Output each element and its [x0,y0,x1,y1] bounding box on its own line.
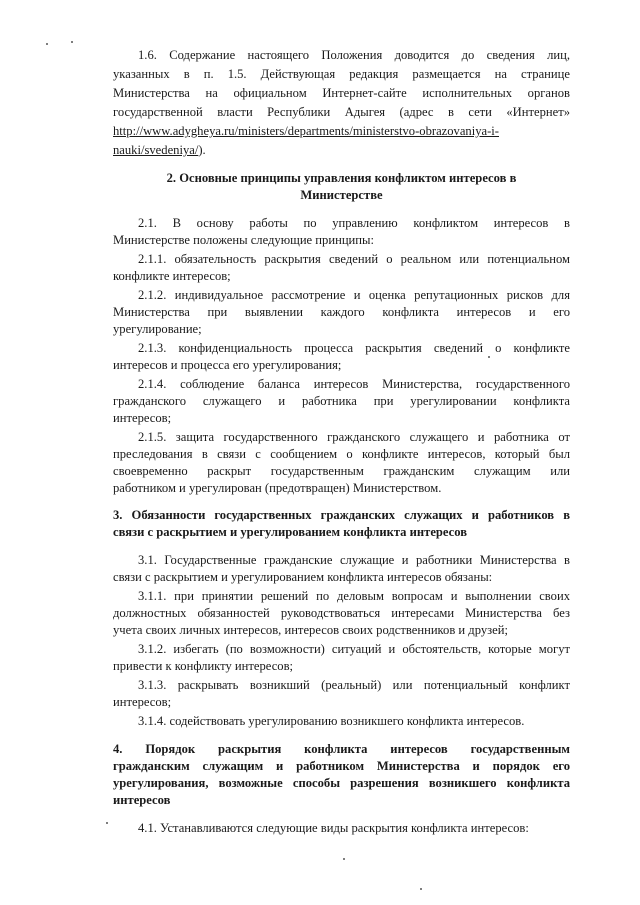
paragraph-line: интересов; [113,411,172,425]
paragraph-line: интересов; [113,695,172,709]
paragraph-line: государственной власти Республики Адыгея (адрес в сети «Интернет» [113,105,570,119]
paragraph-line: преследования в связи с сообщением о конфликте интересов, который был [113,447,570,461]
section-heading-4-cont: урегулирования, возможные способы разрешения возникшего конфликта [113,776,570,790]
paragraph-line: учета своих личных интересов, интересов своих родственников и друзей; [113,623,508,637]
paragraph-line: 3.1.1. при принятии решений по деловым вопросам и выполнении своих [138,589,570,603]
paragraph-line: привести к конфликту интересов; [113,659,294,673]
paragraph-line: nauki/svedeniya/). [113,143,206,157]
paragraph-line: 3.1.3. раскрывать возникший (реальный) или потенциальный конфликт [138,678,570,692]
section-heading-2: 2. Основные принципы управления конфликтом интересов в [166,171,517,185]
url-link-line[interactable]: http://www.adygheya.ru/ministers/departments/ministerstvo-obrazovaniya-i- [113,124,499,138]
paragraph-line: Министерстве положены следующие принципы: [113,233,374,247]
scan-speck [488,356,490,358]
scan-speck [420,888,422,890]
paragraph-line: своевременно раскрыт государственным гражданским служащим или [113,464,570,478]
section-heading-2-cont: Министерстве [300,188,383,202]
paragraph-line: конфликте интересов; [113,269,231,283]
paragraph-line: Министерства при выявлении каждого конфликта интересов и его [113,305,570,319]
paragraph-line: 2.1.5. защита государственного гражданского служащего и работника от [138,430,570,444]
scan-speck [106,822,108,824]
paragraph-line: 3.1. Государственные гражданские служащие и работники Министерства в [138,553,570,567]
paragraph-line: работником и урегулирован (предотвращен) Министерством. [113,481,442,495]
section-heading-4: 4. Порядок раскрытия конфликта интересов государственным [113,742,570,756]
scan-speck [46,43,48,45]
paragraph-line: 2.1. В основу работы по управлению конфликтом интересов в [138,216,570,230]
section-heading-3-cont: связи с раскрытием и урегулированием конфликта интересов [113,525,468,539]
paragraph-line: 1.6. Содержание настоящего Положения доводится до сведения лиц, [138,48,570,62]
paragraph-line: 2.1.2. индивидуальное рассмотрение и оценка репутационных рисков для [138,288,570,302]
paragraph-line: указанных в п. 1.5. Действующая редакция размещается на странице [113,67,570,81]
paragraph-line: 3.1.2. избегать (по возможности) ситуаций и обстоятельств, которые могут [138,642,570,656]
paragraph-line: 3.1.4. содействовать урегулированию возникшего конфликта интересов. [138,714,525,728]
paragraph-line: урегулирование; [113,322,202,336]
paragraph-line: должностных обязанностей руководствоваться интересами Министерства без [113,606,570,620]
paragraph-line: гражданского служащего и работника при урегулировании конфликта [113,394,570,408]
paragraph-line: интересов и процесса его урегулирования; [113,358,342,372]
scan-speck [343,858,345,860]
url-link-end[interactable]: nauki/svedeniya/ [113,143,199,157]
section-heading-4-cont: гражданским служащим и работником Министерства и порядок его [113,759,570,773]
paragraph-line: 4.1. Устанавливаются следующие виды раскрытия конфликта интересов: [138,821,529,835]
paragraph-line: 2.1.3. конфиденциальность процесса раскрытия сведений о конфликте [138,341,570,355]
section-heading-4-cont: интересов [113,793,171,807]
paragraph-line: Министерства на официальном Интернет-сайте исполнительных органов [113,86,570,100]
paragraph-line: 2.1.4. соблюдение баланса интересов Министерства, государственного [138,377,570,391]
section-heading-3: 3. Обязанности государственных гражданских служащих и работников в [113,508,570,522]
scan-speck [71,41,73,43]
paragraph-line: 2.1.1. обязательность раскрытия сведений о реальном или потенциальном [138,252,570,266]
paragraph-line: связи с раскрытием и урегулированием конфликта интересов обязаны: [113,570,493,584]
